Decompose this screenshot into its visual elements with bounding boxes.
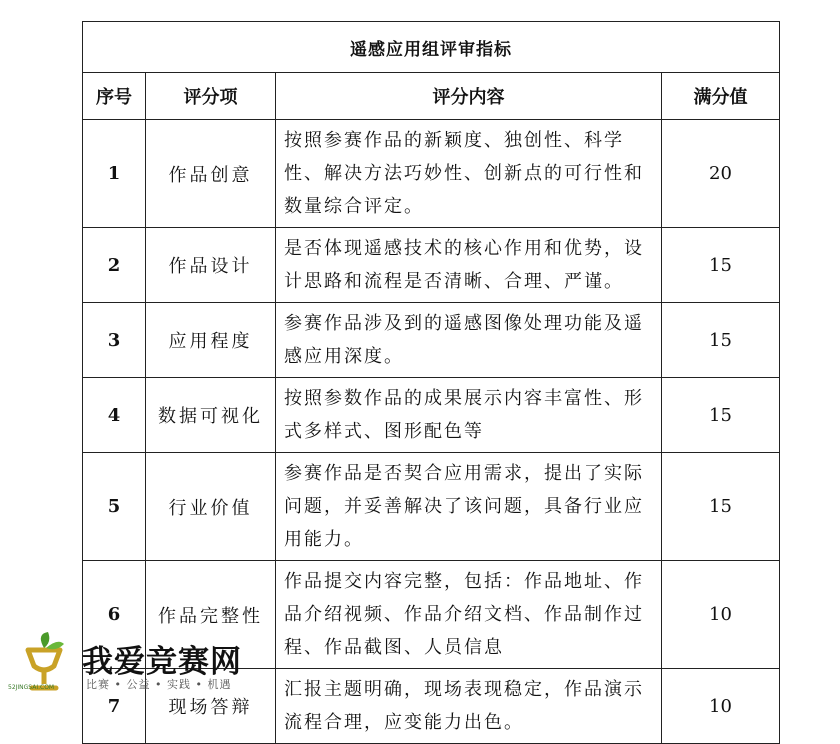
row-content: 按照参数作品的成果展示内容丰富性、形式多样式、图形配色等	[276, 378, 662, 453]
row-content: 按照参赛作品的新颖度、独创性、科学性、解决方法巧妙性、创新点的可行性和数量综合评定。	[276, 120, 662, 228]
row-item: 应用程度	[146, 303, 276, 378]
row-content: 参赛作品涉及到的遥感图像处理功能及遥感应用深度。	[276, 303, 662, 378]
row-item: 作品创意	[146, 120, 276, 228]
row-index: 1	[83, 120, 146, 228]
row-index: 6	[83, 561, 146, 669]
table-row	[83, 120, 780, 228]
header-score: 满分值	[662, 73, 780, 120]
row-score: 15	[662, 303, 780, 378]
header-content: 评分内容	[276, 73, 662, 120]
row-item: 作品完整性	[146, 561, 276, 669]
table-row	[83, 303, 780, 378]
table-row	[83, 228, 780, 303]
table-row	[83, 453, 780, 561]
row-score: 10	[662, 561, 780, 669]
row-content: 是否体现遥感技术的核心作用和优势，设计思路和流程是否清晰、合理、严谨。	[276, 228, 662, 303]
row-item: 行业价值	[146, 453, 276, 561]
header-item: 评分项	[146, 73, 276, 120]
row-content: 作品提交内容完整，包括：作品地址、作品介绍视频、作品介绍文档、作品制作过程、作品截图、人员信息	[276, 561, 662, 669]
row-index: 3	[83, 303, 146, 378]
row-item: 现场答辩	[146, 669, 276, 744]
watermark-subtitle: 比赛 • 公益 • 实践 • 机遇	[86, 678, 232, 691]
row-index: 7	[83, 669, 146, 744]
row-content: 参赛作品是否契合应用需求，提出了实际问题，并妥善解决了该问题，具备行业应用能力。	[276, 453, 662, 561]
row-item: 数据可视化	[146, 378, 276, 453]
title-row	[83, 22, 780, 73]
row-index: 4	[83, 378, 146, 453]
row-score: 10	[662, 669, 780, 744]
row-score: 15	[662, 228, 780, 303]
watermark-title: 我爱竞赛网	[82, 644, 242, 680]
row-index: 5	[83, 453, 146, 561]
header-index: 序号	[83, 73, 146, 120]
watermark-domain: 52JINGSAI.COM	[8, 684, 55, 691]
table-title: 遥感应用组评审指标	[83, 22, 780, 73]
watermark	[0, 622, 260, 700]
row-index: 2	[83, 228, 146, 303]
row-content: 汇报主题明确，现场表现稳定，作品演示流程合理，应变能力出色。	[276, 669, 662, 744]
row-score: 15	[662, 378, 780, 453]
table-row	[83, 378, 780, 453]
row-score: 20	[662, 120, 780, 228]
row-score: 15	[662, 453, 780, 561]
header-row	[83, 73, 780, 120]
row-item: 作品设计	[146, 228, 276, 303]
